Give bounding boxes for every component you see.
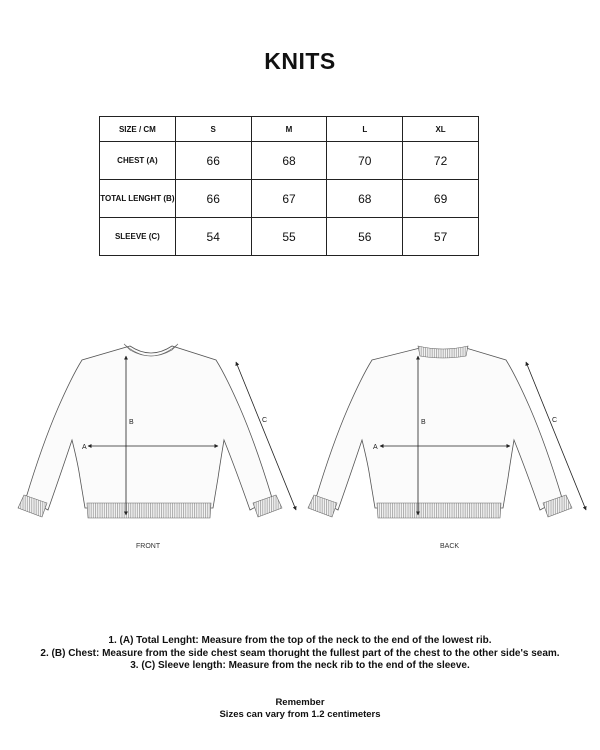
row-label-sleeve: SLEEVE (C) xyxy=(100,218,176,256)
front-label-c: C xyxy=(262,417,268,424)
cell-value: 69 xyxy=(403,180,479,218)
header-s: S xyxy=(175,117,251,142)
page-title: KNITS xyxy=(264,48,336,74)
header-size-cm: SIZE / CM xyxy=(100,117,176,142)
sweater-diagrams xyxy=(0,330,600,530)
row-label-chest: CHEST (A) xyxy=(100,142,176,180)
cell-value: 68 xyxy=(327,180,403,218)
cell-value: 54 xyxy=(175,218,251,256)
cell-value: 57 xyxy=(403,218,479,256)
back-body-outline xyxy=(316,348,562,510)
remember-title: Remember xyxy=(275,697,325,708)
front-label-b: B xyxy=(129,419,134,426)
back-sweater-drawing xyxy=(308,346,586,518)
back-label-a: A xyxy=(373,444,378,451)
table-header-row xyxy=(100,117,479,142)
cell-value: 67 xyxy=(251,180,327,218)
front-label-a: A xyxy=(82,444,87,451)
header-m: M xyxy=(251,117,327,142)
back-caption: BACK xyxy=(440,543,460,550)
measurement-notes xyxy=(0,635,600,673)
front-body-outline xyxy=(26,346,272,510)
cell-value: 66 xyxy=(175,142,251,180)
remember-block xyxy=(0,697,600,721)
back-label-c: C xyxy=(552,417,558,424)
header-xl: XL xyxy=(403,117,479,142)
cell-value: 66 xyxy=(175,180,251,218)
cell-value: 55 xyxy=(251,218,327,256)
cell-value: 70 xyxy=(327,142,403,180)
cell-value: 56 xyxy=(327,218,403,256)
note-line: 3. (C) Sleeve length: Measure from the neck rib to the end of the sleeve. xyxy=(130,660,470,671)
cell-value: 68 xyxy=(251,142,327,180)
size-chart-table xyxy=(99,116,479,256)
note-line: 1. (A) Total Lenght: Measure from the top of the neck to the end of the lowest rib. xyxy=(108,635,492,646)
back-neck-rib xyxy=(418,346,468,358)
front-hem-rib xyxy=(87,503,211,518)
table-row xyxy=(100,180,479,218)
cell-value: 72 xyxy=(403,142,479,180)
table-row xyxy=(100,218,479,256)
header-l: L xyxy=(327,117,403,142)
table-row xyxy=(100,142,479,180)
front-caption: FRONT xyxy=(136,543,161,550)
back-hem-rib xyxy=(377,503,501,518)
back-label-b: B xyxy=(421,419,426,426)
row-label-total-length: TOTAL LENGHT (B) xyxy=(100,180,176,218)
note-line: 2. (B) Chest: Measure from the side chest seam thorught the fullest part of the chest to the other side's seam. xyxy=(40,647,560,659)
front-sweater-drawing xyxy=(18,344,296,518)
remember-text: Sizes can vary from 1.2 centimeters xyxy=(219,709,381,720)
